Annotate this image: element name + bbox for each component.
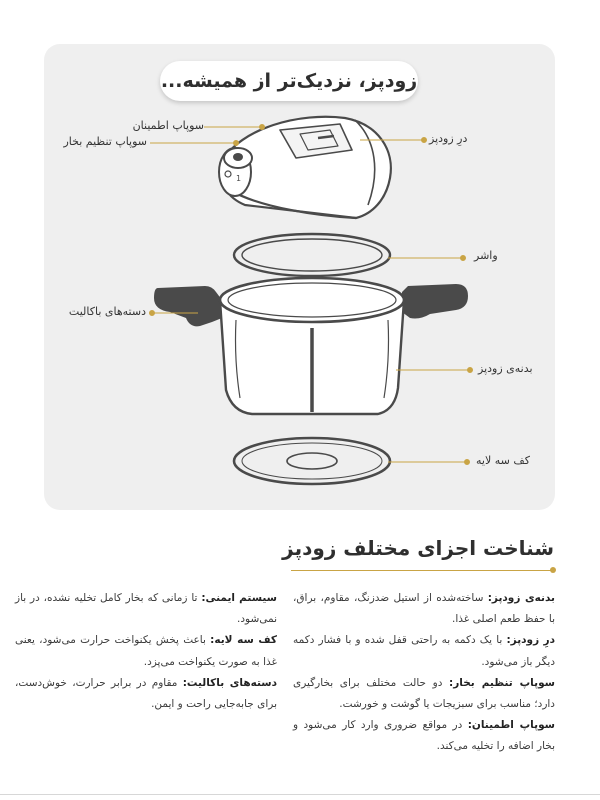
handle-left-drawing	[154, 286, 222, 326]
desc-body	[293, 588, 555, 630]
desc-safety-valve	[293, 715, 555, 757]
desc-safety-system	[15, 588, 277, 630]
pot-body-drawing	[220, 278, 404, 414]
desc-lid-text: با یک دکمه به راحتی قفل شده و با فشار دکمه دیگر باز می‌شود.	[293, 634, 555, 668]
desc-safety-valve-term: سوپاپ اطمینان:	[467, 719, 555, 732]
label-body: بدنه‌ی زودپز	[478, 362, 533, 375]
handle-right-drawing	[402, 284, 468, 319]
desc-base-term: کف سه لایه:	[210, 634, 277, 647]
title-underline	[291, 570, 551, 571]
desc-steam-valve-term: سوپاپ تنظیم بخار:	[449, 676, 555, 689]
label-steam-valve: سوپاپ تنظیم بخار	[63, 135, 147, 148]
label-lid: درِ زودپز	[429, 132, 468, 145]
desc-lid-term: درِ زودپز:	[506, 634, 555, 647]
desc-safety-valve-text: در مواقع ضروری وارد کار می‌شود و بخار اضافه را تخلیه می‌کند.	[293, 719, 555, 753]
valve-number: 1	[236, 174, 242, 183]
desc-body-term: بدنه‌ی زودپز:	[487, 592, 555, 604]
desc-steam-valve-text: دو حالت مختلف برای بخارگیری دارد؛ مناسب برای سبزیجات یا گوشت و خورشت.	[293, 676, 555, 711]
desc-handles-text: مقاوم در برابر حرارت، خوش‌دست، برای جابه‌جایی راحت و ایمن.	[15, 676, 277, 711]
desc-body-text: ساخته‌شده از استیل ضدزنگ، مقاوم، براق، با حفظ طعم اصلی غذا.	[293, 592, 555, 626]
page-bottom-rule	[0, 794, 600, 795]
desc-safety-system-term: سیستم ایمنی:	[201, 592, 277, 604]
title-underline-dot	[550, 567, 556, 573]
label-base: کف سه لایه	[476, 454, 530, 467]
desc-handles	[15, 673, 277, 715]
desc-base-text: باعث پخش یکنواخت حرارت می‌شود، یعنی غذا به صورت یکنواخت می‌پزد.	[15, 634, 277, 668]
steam-valve-drawing	[219, 148, 252, 196]
label-gasket: واشر	[474, 249, 498, 262]
descriptions-column-right	[293, 588, 555, 758]
desc-steam-valve	[293, 673, 555, 715]
section-title: شناخت اجزای مختلف زودپز	[282, 536, 554, 560]
desc-base	[15, 630, 277, 672]
desc-lid	[293, 630, 555, 672]
diagram-title: زودپز، نزدیک‌تر از همیشه...	[160, 61, 418, 101]
label-handles: دسته‌های باکالیت	[68, 305, 146, 318]
label-safety-valve: سوپاپ اطمینان	[132, 119, 204, 132]
desc-handles-term: دسته‌های باکالیت:	[182, 676, 277, 689]
descriptions-column-left	[15, 588, 277, 715]
desc-safety-system-text: تا زمانی که بخار کامل تخلیه نشده، در باز نمی‌شود.	[15, 592, 277, 626]
base-drawing	[234, 438, 390, 484]
gasket-drawing	[234, 234, 390, 276]
